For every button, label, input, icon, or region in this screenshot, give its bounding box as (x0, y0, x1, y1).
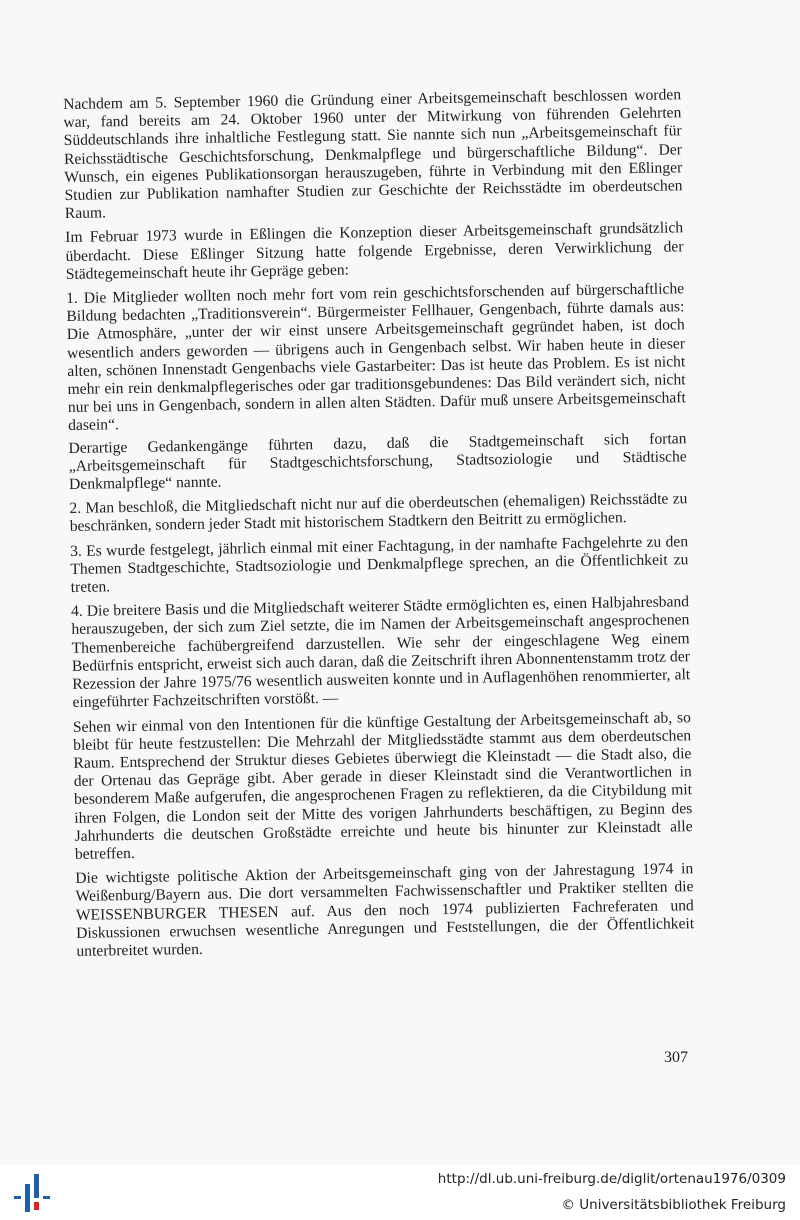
body-text (63, 86, 695, 967)
ub-freiburg-logo-icon (12, 1170, 52, 1214)
paragraph-7: 4. Die breitere Basis und die Mitgliedschaft weiterer Städte ermöglichten es, einen Halbjahresband herauszugeben, der sich zum Ziel setzte, die im Namen der Arbeitsgemeinschaft angesprochenen Themenbereiche fachübergreifend darzustellen. Wie sehr der eingeschlagene Weg einem Bedürfnis entspricht, erweist sich auch daran, daß die Zeitschrift ihren Abonnentenstamm trotz der Rezession der Jahre 1975/76 wesentlich ausweiten konnte und in Auflagenhöhen renommierter, alt eingeführter Fachzeitschriften vorstößt. — (70, 593, 691, 712)
paragraph-3: 1. Die Mitglieder wollten noch mehr fort vom rein geschichtsforschenden auf bürgerschaftliche Bildung bedachten „Traditionsverein“. Bürgermeister Fellhauer, Gengenbach, führte damals aus: Die Atmosphäre, „unter der wir einst unsere Arbeitsgemeinschaft gegründet haben, ist doch wesentlich anders geworden — übrigens auch in Gengenbach selbst. Wir haben heute in dieser alten, schönen Innenstadt Gengenbachs viele Gastarbeiter: Das ist heute das Problem. Es ist nicht mehr ein rein denkmalpflegerisches oder gar traditionsgebundenes: Das Bild verändert sich, nicht nur bei uns in Gengenbach, sondern in allen alten Städten. Dafür muß unsere Arbeitsgemeinschaft dasein“. (66, 280, 686, 435)
copyright-notice: © Universitätsbibliothek Freiburg (561, 1197, 786, 1213)
paragraph-6: 3. Es wurde festgelegt, jährlich einmal mit einer Fachtagung, in der namhafte Fachgelehrte zu den Themen Stadtgeschichte, Stadtsoziologie und Denkmalpflege sprechen, an die Öffentlichkeit zu treten. (70, 532, 689, 597)
paragraph-5: 2. Man beschloß, die Mitgliedschaft nicht nur auf die oberdeutschen (ehemaligen) Reichsstädte zu beschränken, sondern jeder Stadt mit historischem Stadtkern den Beitritt zu ermöglichen. (69, 490, 688, 536)
page-number: 307 (664, 1049, 688, 1066)
paragraph-9: Die wichtigste politische Aktion der Arbeitsgemeinschaft ging von der Jahrestagung 1974 in Weißenburg/Bayern aus. Die dort versammelten Fachwissenschaftler und Praktiker stellten die WEISSENBURGER THESEN auf. Aus den noch 1974 publizierten Fachreferaten und Diskussionen erwuchsen wesentliche Anregungen und Feststellungen, die der Öffentlichkeit unterbreitet wurden. (75, 860, 695, 960)
paragraph-4: Derartige Gedankengänge führten dazu, daß die Stadtgemeinschaft sich fortan „Arbeitsgemeinschaft für Stadtgeschichtsforschung, Stadtsoziologie und Städtische Denkmalpflege“ nannte. (68, 429, 687, 494)
paragraph-8: Sehen wir einmal von den Intentionen für die künftige Gestaltung der Arbeitsgemeinschaft ab, so bleibt für heute festzustellen: Die Mehrzahl der Mitgliedsstädte stammt aus dem oberdeutschen Raum. Entsprechend der Struktur dieses Gebietes überwiegt die Kleinstadt — die Stadt also, die der Ortenau das Gepräge gibt. Aber gerade in dieser Kleinstadt sind die Verantwortlichen in besonderem Maße aufgerufen, die angesprochenen Fragen zu reflektieren, da die Citybildung mit ihren Folgen, die London seit der Mitte des vorigen Jahrhunderts beschäftigen, zu Beginn des Jahrhunderts die deutschen Großstädte erreichte und heute bis hinunter zur Kleinstadt alle betreffen. (72, 708, 693, 863)
footer (0, 1165, 800, 1220)
source-url[interactable]: http://dl.ub.uni-freiburg.de/diglit/ortenau1976/0309 (437, 1171, 786, 1187)
paragraph-2: Im Februar 1973 wurde in Eßlingen die Konzeption dieser Arbeitsgemeinschaft grundsätzlich überdacht. Diese Eßlinger Sitzung hatte folgende Ergebnisse, deren Verwirklichung der Städtegemeinschaft heute ihr Gepräge geben: (65, 219, 684, 283)
paragraph-1: Nachdem am 5. September 1960 die Gründung einer Arbeitsgemeinschaft beschlossen worden war, fand bereits am 24. Oktober 1960 unter der Mitwirkung von führenden Gelehrten Süddeutschlands ihre inhaltliche Festlegung statt. Sie nannte sich nun „Arbeitsgemeinschaft für Reichsstädtische Geschichtsforschung, Denkmalpflege und bürgerschaftliche Bildung“. Der Wunsch, ein eigenes Publikationsorgan herauszugeben, führte in Verbindung mit den Eßlinger Studien zur Publikation namhafter Studien zur Geschichte der Reichsstädte im oberdeutschen Raum. (63, 86, 683, 223)
